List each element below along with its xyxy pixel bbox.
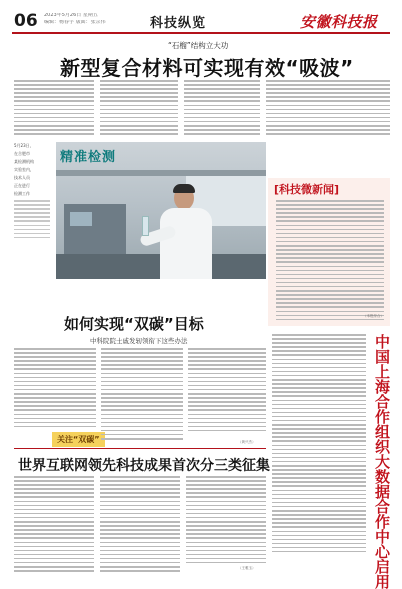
- article2-body-col2: [101, 348, 183, 442]
- article3-body-col2: [100, 476, 180, 574]
- article3-headline: 世界互联网领先科技成果首次分三类征集: [18, 458, 270, 474]
- article2-body-col3: [188, 348, 266, 434]
- section-title: 科技纵览: [150, 16, 207, 31]
- technician-hair: [173, 184, 195, 193]
- caption-line: 正在进行: [14, 183, 30, 188]
- lab-panel: [70, 212, 92, 226]
- article3-author: （王雅玉）: [238, 566, 256, 570]
- article-divider: [14, 448, 266, 449]
- page-number: 06: [14, 11, 38, 31]
- page-header: [0, 0, 402, 34]
- article1-body-col2: [100, 80, 178, 137]
- lab-photo: [56, 142, 266, 279]
- sidebar-body: [276, 200, 384, 323]
- sidebar-box: [268, 178, 390, 326]
- article3-body-col3: [186, 476, 266, 566]
- caption-line: 技术人员: [14, 175, 30, 180]
- header-rule: [12, 32, 390, 34]
- sidebar-author: （本报综合）: [363, 314, 384, 318]
- article4-vertical-headline: 中国上海合作组织大数据合作中心启用: [373, 334, 391, 589]
- photo1-caption-extra: [14, 200, 50, 241]
- article4-body-col1: [272, 334, 366, 555]
- article2-body-col1: [14, 348, 96, 430]
- article1-headline: 新型复合材料可实现有效“吸波”: [60, 56, 354, 80]
- caption-line: 检测工作: [14, 191, 30, 196]
- article3-body-col1: [14, 476, 94, 574]
- caption-line: 5月23日，: [14, 143, 34, 148]
- article1-body-col3: [184, 80, 260, 137]
- sample-vial: [142, 216, 149, 236]
- article1-body-col4: [266, 80, 390, 137]
- article1-body-col1: [14, 80, 94, 137]
- caption-line: 在合肥市: [14, 151, 30, 156]
- sidebar-banner: [科技微新闻]: [274, 183, 340, 196]
- photo1-banner: 精准检测: [60, 150, 117, 165]
- caption-line: 实验室内，: [14, 167, 34, 172]
- technician-coat: [160, 208, 212, 279]
- caption-line: 某检测机构: [14, 159, 34, 164]
- article2-author: （黄兴杰）: [238, 440, 256, 444]
- article2-subheadline: 中科院院士戚发轫领衔下这些办法: [90, 337, 188, 345]
- article2-tag: 关注“双碳”: [52, 432, 105, 447]
- header-date: 2023年5月26日 星期五: [44, 13, 98, 18]
- newspaper-logo: 安徽科技报: [300, 13, 378, 31]
- header-editor: 编辑：杨春宇 版面：张宗伟: [44, 20, 106, 25]
- photo1-caption: [14, 142, 50, 198]
- article1-kicker: “石榴”结构立大功: [168, 41, 229, 50]
- article2-headline: 如何实现“双碳”目标: [64, 315, 204, 333]
